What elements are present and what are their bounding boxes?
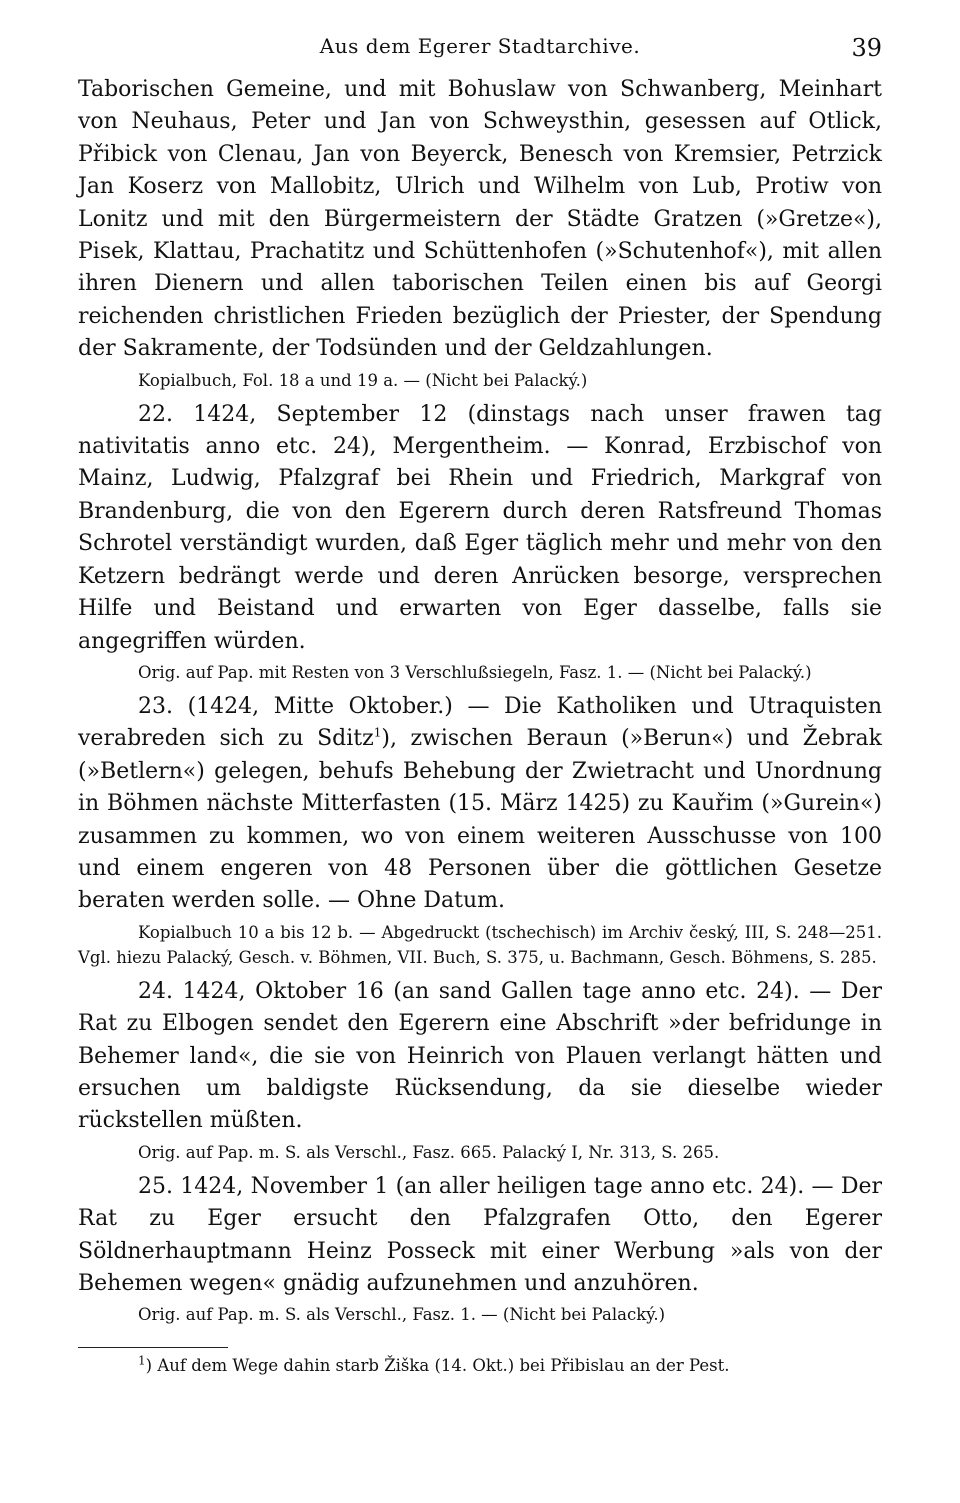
- entry-23-text: [78, 691, 882, 918]
- footnote: [78, 1353, 882, 1376]
- footnote-text: ) Auf dem Wege dahin starb Žiška (14. Okt.) bei Přibislau an der Pest.: [145, 1356, 730, 1376]
- page-header: [78, 34, 882, 74]
- footnote-rule: [78, 1347, 228, 1348]
- entry-24-source: Orig. auf Pap. m. S. als Verschl., Fasz. 665. Palacký I, Nr. 313, S. 265.: [138, 1142, 720, 1162]
- running-head: Aus dem Egerer Stadtarchive.: [319, 34, 641, 58]
- footnote-mark: 1: [138, 1353, 146, 1368]
- entry-21-source: Kopialbuch, Fol. 18 a und 19 a. — (Nicht bei Palacký.): [138, 370, 588, 390]
- page-number: 39: [851, 34, 882, 62]
- page: [78, 34, 882, 1375]
- entry-23-text-a: 23. (1424, Mitte Oktober.) — Die Katholiken und Utraquisten verabreden sich zu Sditz: [78, 693, 882, 752]
- entry-21-text: Taborischen Gemeine, und mit Bohuslaw von Schwanberg, Meinhart von Neuhaus, Peter und Jan von Schweysthin, gesessen auf Otlick, Přibick von Clenau, Jan von Beyerck, Benesch von Kremsier, Petrzick Jan Koserz von Mallobitz, Ulrich und Wilhelm von Lub, Protiw von Lonitz und mit den Bürgermeistern der Städte Gratzen (»Gretze«), Pisek, Klattau, Prachatitz und Schüttenhofen (»Schutenhof«), mit allen ihren Dienern und allen taborischen Teilen einen bis auf Georgi reichenden christlichen Frieden bezüglich der Priester, der Spendung der Sakramente, der Todsünden und der Geldzahlungen.: [78, 77, 882, 362]
- entry-22-source: Orig. auf Pap. mit Resten von 3 Verschlußsiegeln, Fasz. 1. — (Nicht bei Palacký.): [138, 662, 812, 682]
- entry-22-text: 22. 1424, September 12 (dinstags nach unser frawen tag nativitatis anno etc. 24), Mergentheim. — Konrad, Erzbischof von Mainz, Ludwig, Pfalzgraf bei Rhein und Friedrich, Markgraf von Brandenburg, die von den Egerern durch deren Ratsfreund Thomas Schrotel verständigt wurden, daß Eger täglich mehr und mehr von den Ketzern bedrängt werde und deren Anrücken besorge, versprechen Hilfe und Beistand und erwarten von Eger dasselbe, falls sie angegriffen würden.: [78, 401, 882, 654]
- entry-25-source: Orig. auf Pap. m. S. als Verschl., Fasz. 1. — (Nicht bei Palacký.): [138, 1305, 666, 1325]
- entry-23-text-b: ), zwischen Beraun (»Berun«) und Žebrak (»Betlern«) gelegen, behufs Behebung der Zwietracht und Unordnung in Böhmen nächste Mitterfasten (15. März 1425) zu Kauřim (»Gurein«) zusammen zu kommen, wo von einem weiteren Ausschusse von 100 und einem engeren von 48 Personen über die göttlichen Gesetze beraten werden solle. — Ohne Datum.: [78, 726, 882, 914]
- entry-24-text: 24. 1424, Oktober 16 (an sand Gallen tage anno etc. 24). — Der Rat zu Elbogen sendet den Egerern eine Abschrift »der befridunge in Behemer land«, die sie von Heinrich von Plauen verlangt hätten und ersuchen um baldigste Rücksendung, da sie dieselbe wieder rückstellen müßten.: [78, 978, 882, 1134]
- entry-23-source: Kopialbuch 10 a bis 12 b. — Abgedruckt (tschechisch) im Archiv český, III, S. 248—251. Vgl. hiezu Palacký, Gesch. v. Böhmen, VII. Buch, S. 375, u. Bachmann, Gesch. Böhmens, S. 285.: [78, 922, 882, 967]
- footnote-reference: 1: [373, 725, 382, 740]
- entry-25-text: 25. 1424, November 1 (an aller heiligen tage anno etc. 24). — Der Rat zu Eger ersucht den Pfalzgrafen Otto, den Egerer Söldnerhauptmann Heinz Posseck mit einer Werbung »als von der Behemen wegen« gnädig aufzunehmen und anzuhören.: [78, 1173, 882, 1296]
